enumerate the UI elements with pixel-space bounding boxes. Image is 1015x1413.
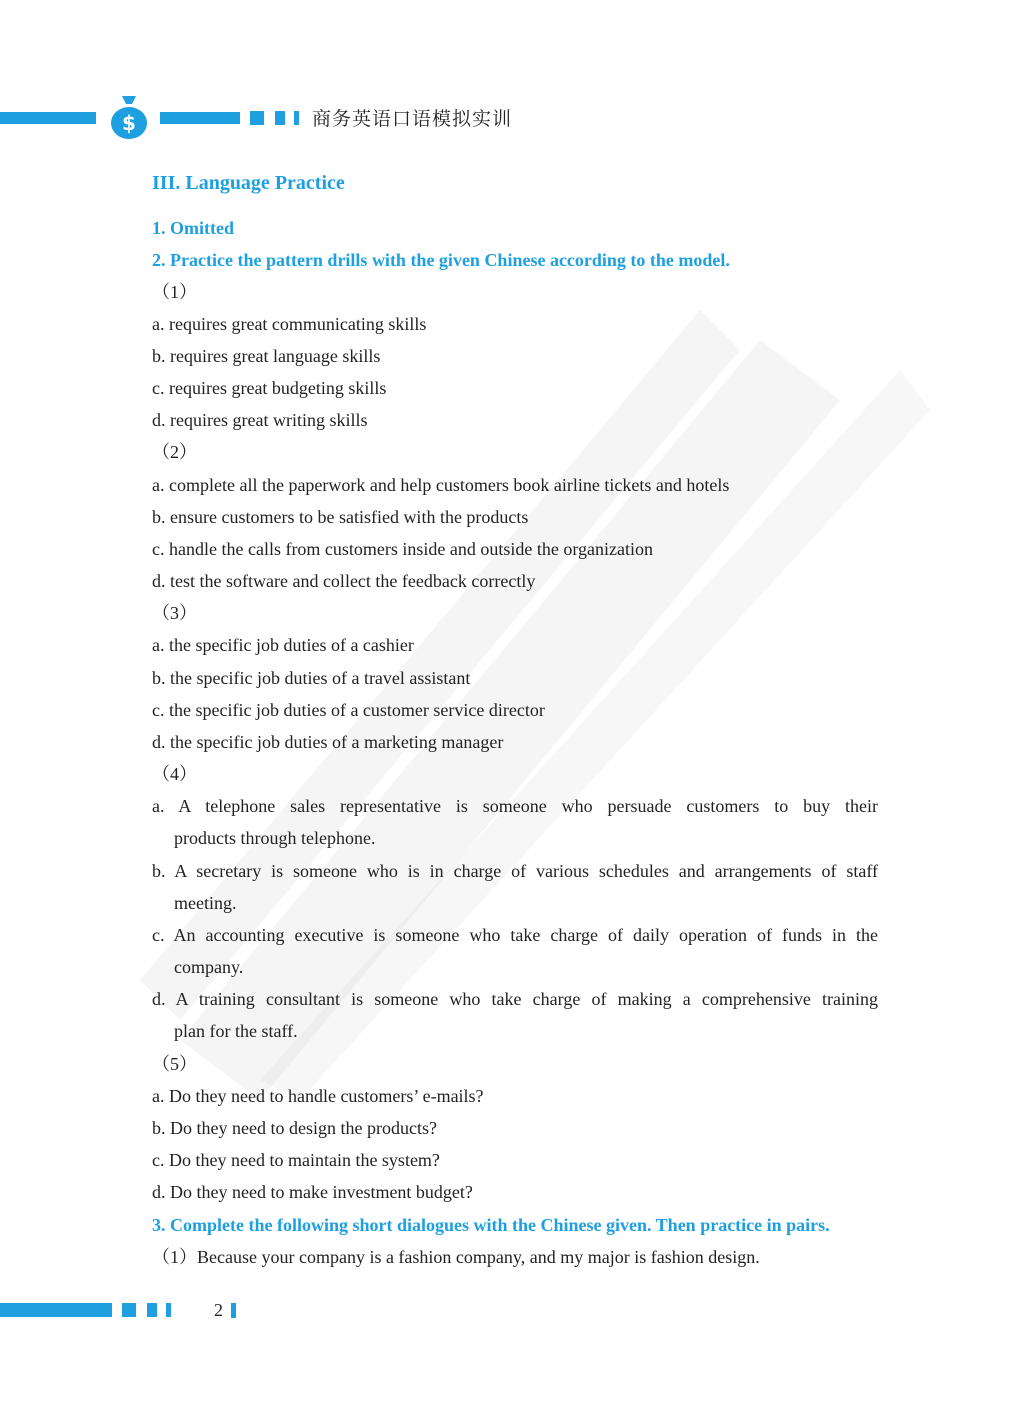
group-4-item-d-line1: d. A training consultant is someone who take charge of making a comprehensive training: [152, 989, 878, 1009]
group-1-line-b: b. requires great language skills: [152, 346, 381, 366]
header-square-2: [275, 111, 285, 125]
group-2-line-a: a. complete all the paperwork and help customers book airline tickets and hotels: [152, 475, 730, 495]
group-4-item-a-line2: products through telephone.: [174, 828, 376, 848]
group-4-item-d: [152, 983, 878, 1047]
group-3-line-a: a. the specific job duties of a cashier: [152, 635, 414, 655]
footer-bar-left: [0, 1303, 112, 1317]
group-1-line-c: c. requires great budgeting skills: [152, 378, 387, 398]
item-3-heading: 3. Complete the following short dialogues with the Chinese given. Then practice in pairs.: [152, 1215, 830, 1235]
group-2-line-d: d. test the software and collect the feedback correctly: [152, 571, 536, 591]
header-square-1: [250, 111, 264, 125]
header-square-3: [294, 111, 299, 125]
group-2-line-c: c. handle the calls from customers inside and outside the organization: [152, 539, 654, 559]
group-4-item-c: [152, 919, 878, 983]
group-2-number: （2）: [152, 442, 197, 462]
footer-square-2: [147, 1303, 157, 1317]
group-5-line-d: d. Do they need to make investment budget?: [152, 1182, 473, 1202]
group-4-item-a-line1: a. A telephone sales representative is someone who persuade customers to buy their: [152, 796, 878, 816]
group-5-number: （5）: [152, 1054, 197, 1074]
group-4-number: （4）: [152, 764, 197, 784]
footer-square-3: [166, 1303, 171, 1317]
group-4-item-b: [152, 855, 878, 919]
header-title: 商务英语口语模拟实训: [312, 108, 513, 130]
item-1-heading: 1. Omitted: [152, 218, 234, 238]
group-4-item-c-line1: c. An accounting executive is someone who take charge of daily operation of funds in the: [152, 925, 878, 945]
item-3-line-1: （1）Because your company is a fashion company, and my major is fashion design.: [152, 1247, 760, 1267]
header-bar-left: [0, 112, 96, 124]
footer-page-marker: [231, 1303, 236, 1318]
footer-square-1: [122, 1303, 136, 1317]
group-3-number: （3）: [152, 603, 197, 623]
group-3-line-c: c. the specific job duties of a customer service director: [152, 700, 545, 720]
group-3-line-d: d. the specific job duties of a marketing manager: [152, 732, 504, 752]
group-5-line-b: b. Do they need to design the products?: [152, 1118, 437, 1138]
group-5-line-c: c. Do they need to maintain the system?: [152, 1150, 440, 1170]
header-bar-long: [160, 112, 240, 124]
group-1-number: （1）: [152, 282, 197, 302]
money-bag-icon: [108, 94, 150, 140]
group-4-item-b-line2: meeting.: [174, 893, 237, 913]
page-number: 2: [214, 1300, 223, 1320]
item-2-heading: 2. Practice the pattern drills with the given Chinese according to the model.: [152, 250, 730, 270]
svg-text:$: $: [122, 111, 136, 135]
group-1-line-a: a. requires great communicating skills: [152, 314, 427, 334]
group-4-item-d-line2: plan for the staff.: [174, 1021, 298, 1041]
group-4-item-b-line1: b. A secretary is someone who is in charge of various schedules and arrangements of staff: [152, 861, 878, 881]
group-1-line-d: d. requires great writing skills: [152, 410, 368, 430]
group-2-line-b: b. ensure customers to be satisfied with the products: [152, 507, 529, 527]
group-5-line-a: a. Do they need to handle customers’ e-mails?: [152, 1086, 484, 1106]
group-4-item-a: [152, 790, 878, 854]
group-4-item-c-line2: company.: [174, 957, 244, 977]
group-3-line-b: b. the specific job duties of a travel assistant: [152, 668, 471, 688]
section-title: III. Language Practice: [152, 172, 345, 194]
